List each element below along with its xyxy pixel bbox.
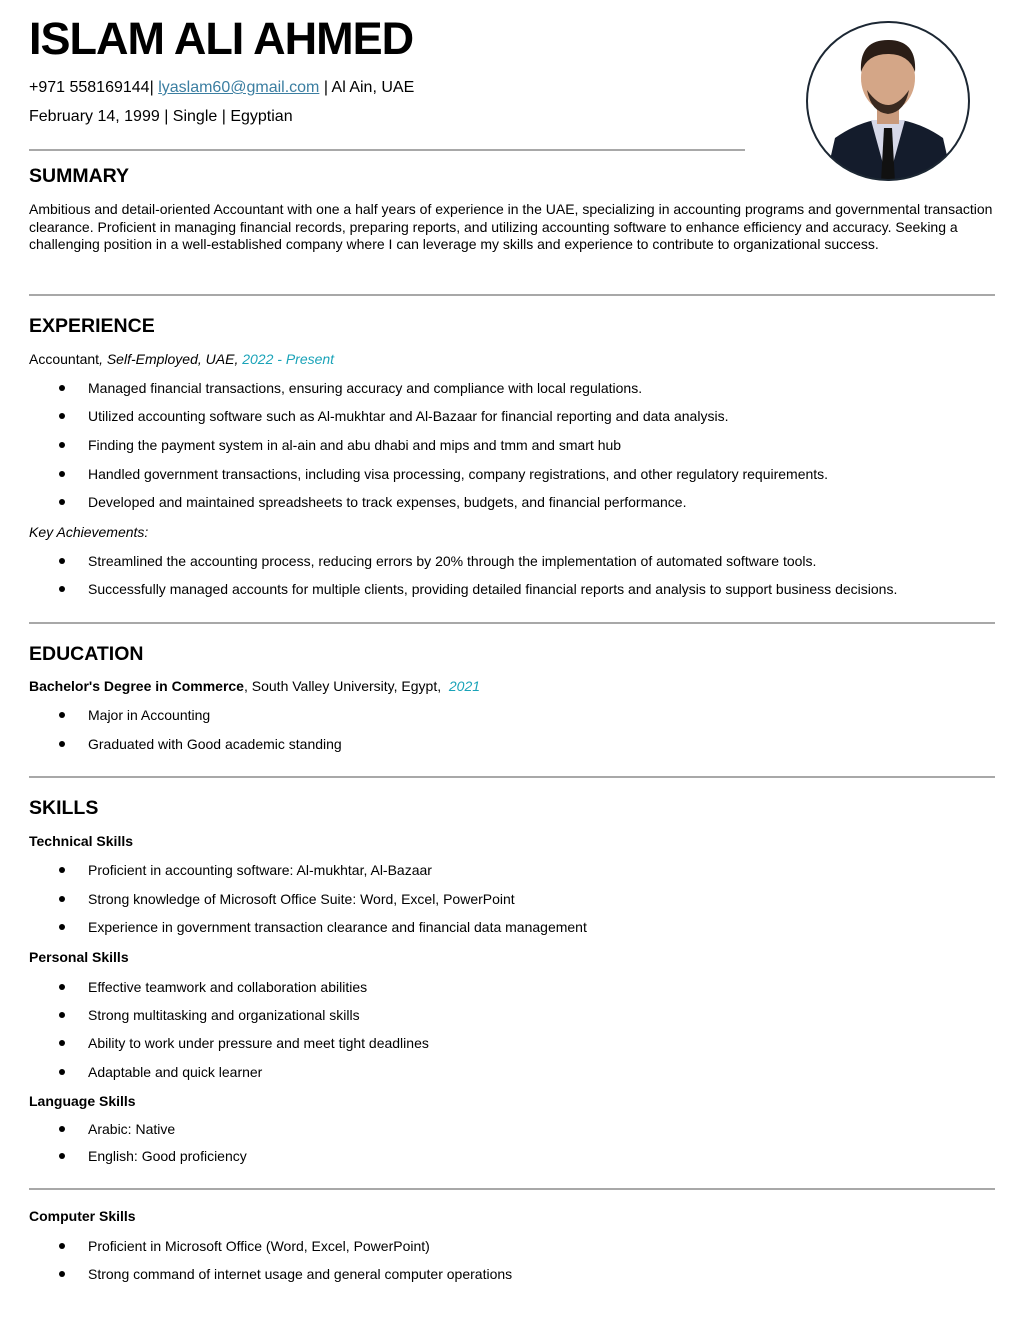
bullet-icon <box>59 984 65 990</box>
technical-skills-label: Technical Skills <box>29 833 134 849</box>
list-item: Adaptable and quick learner <box>88 1064 263 1080</box>
computer-skills-label: Computer Skills <box>29 1208 136 1224</box>
list-item: Streamlined the accounting process, reducing errors by 20% through the implementation of automated software tools. <box>88 553 817 569</box>
list-item: English: Good proficiency <box>88 1148 247 1164</box>
list-item: Proficient in Microsoft Office (Word, Excel, PowerPoint) <box>88 1238 430 1254</box>
section-title-summary: SUMMARY <box>29 165 130 187</box>
divider <box>29 776 995 778</box>
bullet-icon <box>59 1153 65 1159</box>
bullet-icon <box>59 867 65 873</box>
degree: Bachelor's Degree in Commerce <box>29 678 244 694</box>
bullet-icon <box>59 471 65 477</box>
list-item: Arabic: Native <box>88 1121 176 1137</box>
job-role: Accountant <box>29 351 100 367</box>
bullet-icon <box>59 1012 65 1018</box>
list-item: Graduated with Good academic standing <box>88 736 342 752</box>
language-skills-label: Language Skills <box>29 1093 136 1109</box>
section-title-skills: SKILLS <box>29 797 99 819</box>
list-item: Proficient in accounting software: Al-mukhtar, Al-Bazaar <box>88 862 432 878</box>
list-item: Handled government transactions, including visa processing, company registrations, and other regulatory requirements. <box>88 466 829 482</box>
bullet-icon <box>59 385 65 391</box>
personal-info: February 14, 1999 | Single | Egyptian <box>29 108 293 125</box>
bullet-icon <box>59 712 65 718</box>
bullet-icon <box>59 499 65 505</box>
key-achievements-label: Key Achievements: <box>29 524 149 540</box>
bullet-icon <box>59 1040 65 1046</box>
bullet-icon <box>59 1243 65 1249</box>
phone: +971 558169144 <box>29 79 150 96</box>
bullet-icon <box>59 442 65 448</box>
bullet-icon <box>59 1271 65 1277</box>
bullet-icon <box>59 741 65 747</box>
divider <box>29 294 995 296</box>
section-title-education: EDUCATION <box>29 643 144 665</box>
list-item: Managed financial transactions, ensuring accuracy and compliance with local regulations. <box>88 380 643 396</box>
list-item: Utilized accounting software such as Al-mukhtar and Al-Bazaar for financial reporting and data analysis. <box>88 408 729 424</box>
list-item: Strong multitasking and organizational skills <box>88 1007 360 1023</box>
divider <box>29 622 995 624</box>
list-item: Finding the payment system in al-ain and abu dhabi and mips and tmm and smart hub <box>88 437 622 453</box>
summary-text: Ambitious and detail-oriented Accountant with one a half years of experience in the UAE, specializing in accounting programs and governmental transaction clearance. Proficient in managing financial records, preparing reports, and utilizing accounting software to enhance efficiency and accuracy. Seeking a challenging position in a well-established company where I can leverage my skills and experience to contribute to organizational success. <box>29 201 993 252</box>
school: , South Valley University, Egypt, <box>243 678 449 694</box>
bullet-icon <box>59 1069 65 1075</box>
graduation-year: 2021 <box>448 678 481 694</box>
divider <box>29 1188 995 1190</box>
candidate-name: ISLAM ALI AHMED <box>29 13 414 64</box>
email-link[interactable]: lyaslam60@gmail.com <box>158 79 320 96</box>
personal-skills-label: Personal Skills <box>29 949 129 965</box>
list-item: Effective teamwork and collaboration abilities <box>88 979 368 995</box>
separator: | <box>149 79 159 96</box>
job-dates: 2022 - Present <box>242 351 335 367</box>
list-item: Strong knowledge of Microsoft Office Suite: Word, Excel, PowerPoint <box>88 891 515 907</box>
location: | Al Ain, UAE <box>319 79 415 96</box>
section-title-experience: EXPERIENCE <box>29 315 155 337</box>
list-item: Developed and maintained spreadsheets to track expenses, budgets, and financial performance. <box>88 494 687 510</box>
job-header <box>29 350 334 368</box>
list-item: Strong command of internet usage and general computer operations <box>88 1266 513 1282</box>
profile-photo <box>805 20 971 182</box>
bullet-icon <box>59 1126 65 1132</box>
bullet-icon <box>59 924 65 930</box>
bullet-icon <box>59 586 65 592</box>
contact-line <box>29 78 414 98</box>
list-item: Ability to work under pressure and meet tight deadlines <box>88 1035 429 1051</box>
list-item: Major in Accounting <box>88 707 211 723</box>
bullet-icon <box>59 413 65 419</box>
list-item: Successfully managed accounts for multiple clients, providing detailed financial reports and analysis to support business decisions. <box>88 581 898 597</box>
bullet-icon <box>59 896 65 902</box>
job-company: , Self-Employed, UAE, <box>99 351 243 367</box>
divider <box>29 149 745 151</box>
degree-line <box>29 677 480 695</box>
bullet-icon <box>59 558 65 564</box>
list-item: Experience in government transaction clearance and financial data management <box>88 919 587 935</box>
